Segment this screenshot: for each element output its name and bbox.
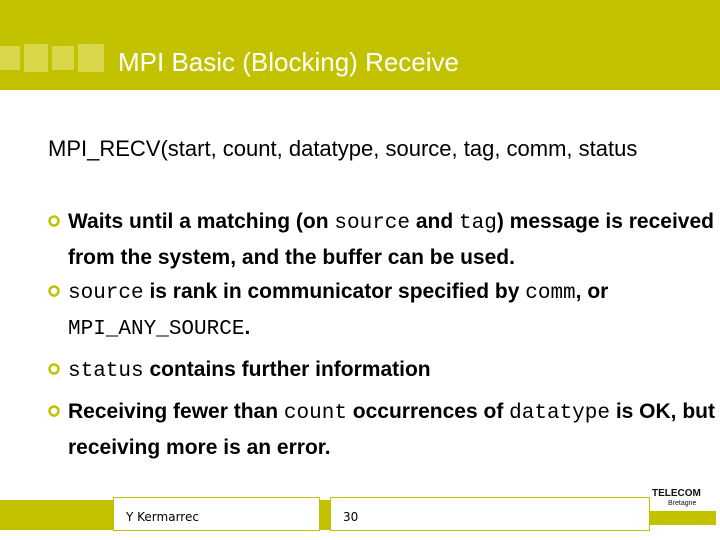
telecom-bretagne-logo xyxy=(650,480,716,530)
code-status: status xyxy=(68,360,144,383)
bullet-text: contains further information xyxy=(143,358,431,381)
bullet-item xyxy=(48,395,720,465)
bullet-item xyxy=(48,353,720,389)
footer-author: Y Kermarrec xyxy=(113,497,320,531)
code-tag: tag xyxy=(459,212,497,235)
code-source: source xyxy=(68,282,144,305)
bullet-ring-icon xyxy=(48,285,60,297)
function-signature: MPI_RECV(start, count, datatype, source, tag, comm, status xyxy=(48,136,638,161)
logo-name-line2: Bretagne xyxy=(668,500,697,507)
code-count: count xyxy=(283,402,347,425)
bullet-ring-icon xyxy=(48,215,60,227)
bullet-text: is OK, but receiving more is an error. xyxy=(68,400,715,459)
title-bar xyxy=(0,0,720,90)
bullet-item xyxy=(48,205,720,275)
bullet-item xyxy=(48,275,720,347)
bullet-text: Receiving fewer than xyxy=(68,400,284,423)
page-number: 30 xyxy=(330,497,650,531)
bullet-text: occurrences of xyxy=(346,400,510,423)
logo-band xyxy=(650,511,716,525)
bullet-text: and xyxy=(410,210,460,233)
code-source: source xyxy=(334,212,411,235)
bullet-text: Waits until a matching (on xyxy=(68,210,335,233)
code-comm: comm xyxy=(525,282,576,305)
bullet-text: . xyxy=(244,316,251,339)
bullet-list xyxy=(48,205,720,465)
code-any-source: MPI_ANY_SOURCE xyxy=(68,318,245,341)
slide-title: MPI Basic (Blocking) Receive xyxy=(118,47,459,77)
bullet-ring-icon xyxy=(48,405,60,417)
bullet-text: ) message is received from the system, and the buffer can be used. xyxy=(68,210,714,269)
code-datatype: datatype xyxy=(509,402,610,425)
bullet-ring-icon xyxy=(48,363,60,375)
bullet-text: is rank in communicator specified by xyxy=(143,280,526,303)
telecom-logo-strip-icon xyxy=(0,40,108,76)
logo-name-line1: TELECOM xyxy=(652,488,701,499)
bullet-text: , or xyxy=(575,280,609,303)
